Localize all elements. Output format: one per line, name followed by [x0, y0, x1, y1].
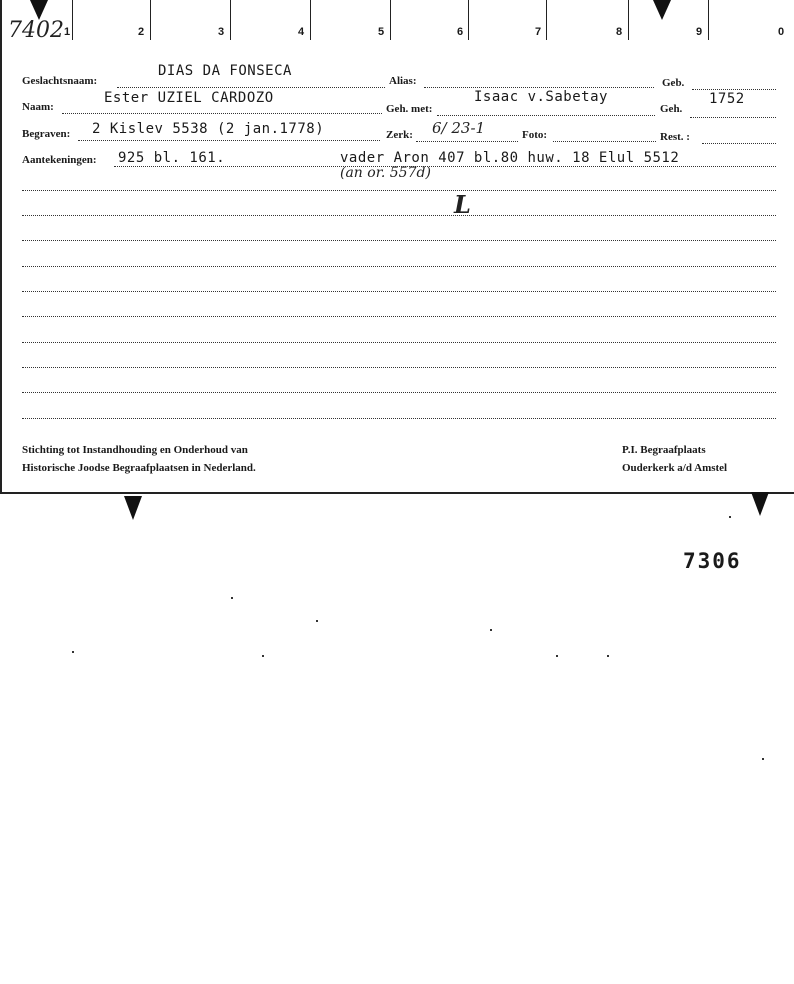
alias-dotted-line — [424, 87, 654, 88]
birth-label: Geb. — [662, 77, 685, 89]
column-divider — [72, 0, 73, 40]
grave-value: 6/ 23-1 — [432, 119, 486, 137]
handwritten-card-id: 7402 — [8, 18, 64, 43]
column-divider — [310, 0, 311, 40]
blank-line — [22, 190, 776, 191]
notes-value-2: vader Aron 407 bl.80 huw. 18 Elul 5512 — [340, 150, 680, 166]
column-number: 2 — [138, 26, 145, 38]
married-to-label: Geh. met: — [386, 103, 433, 115]
column-number: 9 — [696, 26, 703, 38]
column-number: 1 — [64, 26, 71, 38]
footer-location — [622, 441, 727, 477]
married-year-value: 1752 — [709, 91, 745, 107]
column-divider — [150, 0, 151, 40]
column-divider — [708, 0, 709, 40]
column-number: 6 — [457, 26, 464, 38]
buried-value: 2 Kislev 5538 (2 jan.1778) — [92, 121, 325, 137]
surname-value: DIAS DA FONSECA — [158, 63, 292, 79]
footer-organization — [22, 441, 256, 477]
notes-dotted-line — [114, 166, 776, 167]
blank-line — [22, 342, 776, 343]
notes-value-1: 925 bl. 161. — [118, 150, 226, 166]
scan-speck — [607, 655, 609, 657]
scan-speck — [556, 655, 558, 657]
married-label: Geh. — [660, 103, 683, 115]
blank-line — [22, 266, 776, 267]
grave-dotted-line — [416, 141, 518, 142]
restoration-dotted-line — [702, 143, 776, 144]
punch-mark-icon — [124, 496, 142, 520]
column-divider — [468, 0, 469, 40]
column-number: 5 — [378, 26, 385, 38]
blank-line — [22, 367, 776, 368]
blank-line — [22, 316, 776, 317]
blank-line — [22, 418, 776, 419]
column-number-row — [2, 0, 794, 42]
photo-dotted-line — [553, 141, 656, 142]
scan-speck — [262, 655, 264, 657]
buried-dotted-line — [78, 140, 380, 141]
photo-label: Foto: — [522, 129, 548, 141]
footer-organization-line-1: Stichting tot Instandhouding en Onderhoud van — [22, 444, 248, 456]
column-number: 8 — [616, 26, 623, 38]
punch-mark-icon — [653, 0, 671, 20]
married-to-dotted-line — [437, 115, 655, 116]
column-divider — [628, 0, 629, 40]
scan-speck — [72, 651, 74, 653]
column-number: 0 — [778, 26, 785, 38]
name-label: Naam: — [22, 101, 54, 113]
blank-line — [22, 392, 776, 393]
footer-location-line-2: Ouderkerk a/d Amstel — [622, 462, 728, 474]
stamp-number: 7306 — [683, 549, 742, 573]
name-dotted-line — [62, 113, 382, 114]
punch-mark-icon — [30, 0, 48, 20]
birth-dotted-line — [692, 89, 776, 90]
buried-label: Begraven: — [22, 128, 71, 140]
alias-label: Alias: — [389, 75, 417, 87]
scan-speck — [316, 620, 318, 622]
column-divider — [230, 0, 231, 40]
blank-line — [22, 240, 776, 241]
blank-line — [22, 291, 776, 292]
scan-speck — [231, 597, 233, 599]
name-value: Ester UZIEL CARDOZO — [104, 90, 274, 106]
punch-mark-icon — [751, 492, 769, 516]
notes-label: Aantekeningen: — [22, 154, 97, 166]
surname-label: Geslachtsnaam: — [22, 75, 98, 87]
footer-organization-line-2: Historische Joodse Begraafplaatsen in Nederland. — [22, 462, 256, 474]
grave-label: Zerk: — [386, 129, 413, 141]
column-divider — [390, 0, 391, 40]
column-divider — [546, 0, 547, 40]
married-dotted-line — [690, 117, 776, 118]
column-number: 4 — [298, 26, 305, 38]
scan-speck — [490, 629, 492, 631]
surname-dotted-line — [117, 87, 385, 88]
column-number: 7 — [535, 26, 542, 38]
handwritten-mark: L — [454, 190, 471, 219]
column-number: 3 — [218, 26, 225, 38]
restoration-label: Rest. : — [660, 131, 690, 143]
scan-speck — [762, 758, 764, 760]
handwritten-note: (an or. 557d) — [340, 165, 431, 181]
scan-speck — [729, 516, 731, 518]
married-to-value: Isaac v.Sabetay — [474, 89, 608, 105]
blank-line — [22, 215, 776, 216]
footer-location-line-1: P.I. Begraafplaats — [622, 444, 706, 456]
